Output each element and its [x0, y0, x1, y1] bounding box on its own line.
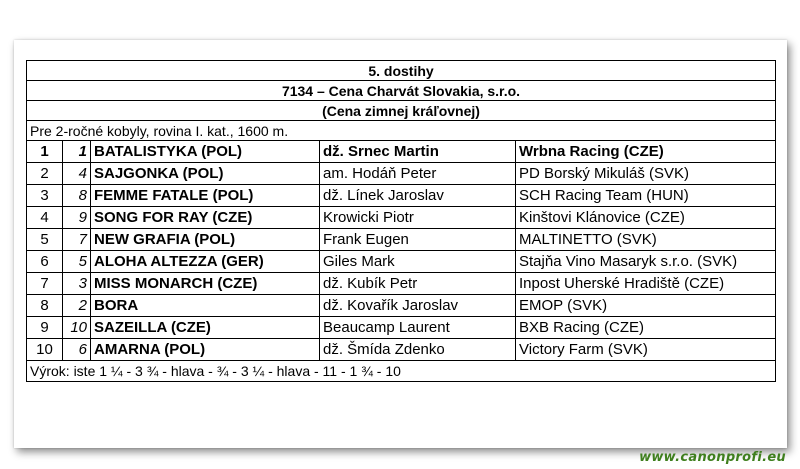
- finish-position: 10: [27, 339, 63, 361]
- jockey-name: dž. Kubík Petr: [320, 273, 516, 295]
- owner-name: BXB Racing (CZE): [516, 317, 776, 339]
- race-results-table: [26, 60, 776, 382]
- result-row: [27, 339, 776, 361]
- race-conditions-row: [27, 121, 776, 141]
- race-title-row: [27, 81, 776, 101]
- finish-position: 6: [27, 251, 63, 273]
- start-number: 3: [63, 273, 91, 295]
- owner-name: EMOP (SVK): [516, 295, 776, 317]
- start-number: 5: [63, 251, 91, 273]
- finish-position: 3: [27, 185, 63, 207]
- jockey-name: Beaucamp Laurent: [320, 317, 516, 339]
- owner-name: Stajňa Vino Masaryk s.r.o. (SVK): [516, 251, 776, 273]
- start-number: 4: [63, 163, 91, 185]
- horse-name: MISS MONARCH (CZE): [91, 273, 320, 295]
- result-row: [27, 207, 776, 229]
- finish-position: 7: [27, 273, 63, 295]
- start-number: 6: [63, 339, 91, 361]
- jockey-name: am. Hodáň Peter: [320, 163, 516, 185]
- finish-position: 9: [27, 317, 63, 339]
- owner-name: PD Borský Mikuláš (SVK): [516, 163, 776, 185]
- race-subtitle: (Cena zimnej kráľovnej): [27, 101, 776, 121]
- horse-name: BORA: [91, 295, 320, 317]
- result-row: [27, 317, 776, 339]
- result-row: [27, 141, 776, 163]
- watermark-text: www.canonprofi.eu: [639, 450, 786, 465]
- owner-name: SCH Racing Team (HUN): [516, 185, 776, 207]
- result-row: [27, 273, 776, 295]
- race-number-row: [27, 61, 776, 81]
- result-row: [27, 163, 776, 185]
- finish-position: 2: [27, 163, 63, 185]
- race-subtitle-row: [27, 101, 776, 121]
- owner-name: Wrbna Racing (CZE): [516, 141, 776, 163]
- horse-name: NEW GRAFIA (POL): [91, 229, 320, 251]
- result-row: [27, 229, 776, 251]
- jockey-name: dž. Srnec Martin: [320, 141, 516, 163]
- start-number: 10: [63, 317, 91, 339]
- horse-name: SAZEILLA (CZE): [91, 317, 320, 339]
- finish-position: 5: [27, 229, 63, 251]
- jockey-name: dž. Línek Jaroslav: [320, 185, 516, 207]
- verdict-text: Výrok: iste 1 ¼ - 3 ¾ - hlava - ¾ - 3 ¼ - hlava - 11 - 1 ¾ - 10: [27, 361, 776, 382]
- owner-name: Inpost Uherské Hradiště (CZE): [516, 273, 776, 295]
- verdict-row: [27, 361, 776, 382]
- horse-name: AMARNA (POL): [91, 339, 320, 361]
- start-number: 2: [63, 295, 91, 317]
- owner-name: Kinštovi Klánovice (CZE): [516, 207, 776, 229]
- owner-name: Victory Farm (SVK): [516, 339, 776, 361]
- start-number: 7: [63, 229, 91, 251]
- start-number: 8: [63, 185, 91, 207]
- result-row: [27, 185, 776, 207]
- jockey-name: Frank Eugen: [320, 229, 516, 251]
- jockey-name: dž. Kovařík Jaroslav: [320, 295, 516, 317]
- finish-position: 8: [27, 295, 63, 317]
- finish-position: 1: [27, 141, 63, 163]
- owner-name: MALTINETTO (SVK): [516, 229, 776, 251]
- result-row: [27, 295, 776, 317]
- horse-name: SAJGONKA (POL): [91, 163, 320, 185]
- jockey-name: dž. Šmída Zdenko: [320, 339, 516, 361]
- start-number: 9: [63, 207, 91, 229]
- horse-name: BATALISTYKA (POL): [91, 141, 320, 163]
- race-title: 7134 – Cena Charvát Slovakia, s.r.o.: [27, 81, 776, 101]
- jockey-name: Giles Mark: [320, 251, 516, 273]
- start-number: 1: [63, 141, 91, 163]
- jockey-name: Krowicki Piotr: [320, 207, 516, 229]
- race-number: 5. dostihy: [27, 61, 776, 81]
- result-row: [27, 251, 776, 273]
- race-conditions: Pre 2-ročné kobyly, rovina I. kat., 1600 m.: [27, 121, 776, 141]
- horse-name: FEMME FATALE (POL): [91, 185, 320, 207]
- horse-name: ALOHA ALTEZZA (GER): [91, 251, 320, 273]
- horse-name: SONG FOR RAY (CZE): [91, 207, 320, 229]
- finish-position: 4: [27, 207, 63, 229]
